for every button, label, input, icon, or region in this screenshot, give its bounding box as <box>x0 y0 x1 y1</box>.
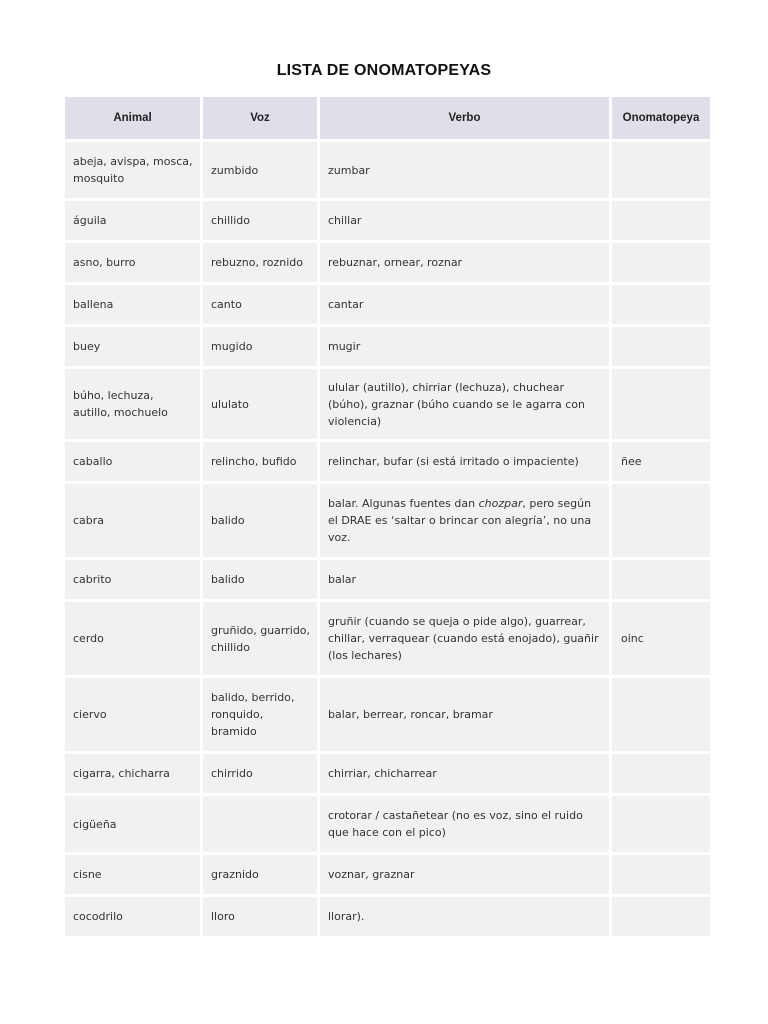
cell-onomatopeya: ñee <box>612 442 710 481</box>
cell-verbo: voznar, graznar <box>320 855 609 894</box>
cell-verbo: rebuznar, ornear, roznar <box>320 243 609 282</box>
cell-onomatopeya: oinc <box>612 602 710 675</box>
cell-animal: buey <box>65 327 200 366</box>
cell-animal: cabra <box>65 484 200 557</box>
cell-animal: cigarra, chicharra <box>65 754 200 793</box>
cell-onomatopeya <box>612 796 710 852</box>
cell-onomatopeya <box>612 285 710 324</box>
cell-animal: búho, lechuza, autillo, mochuelo <box>65 369 200 439</box>
cell-voz: mugido <box>203 327 317 366</box>
cell-animal: cocodrilo <box>65 897 200 936</box>
cell-animal: ballena <box>65 285 200 324</box>
cell-voz: graznido <box>203 855 317 894</box>
cell-verbo: zumbar <box>320 142 609 198</box>
header-animal: Animal <box>65 97 200 139</box>
cell-animal: caballo <box>65 442 200 481</box>
verbo-text: , pero según el DRAE es ‘saltar o brincar con alegría’, no una voz. <box>328 497 592 544</box>
cell-verbo: gruñir (cuando se queja o pide algo), guarrear, chillar, verraquear (cuando está enojado), guañir (los lechares) <box>320 602 609 675</box>
cell-animal: ciervo <box>65 678 200 751</box>
cell-animal: abeja, avispa, mosca, mosquito <box>65 142 200 198</box>
table-row <box>65 855 710 894</box>
table-row <box>65 560 710 599</box>
table-row <box>65 602 710 675</box>
cell-animal: águila <box>65 201 200 240</box>
cell-verbo: chirriar, chicharrear <box>320 754 609 793</box>
cell-voz: balido <box>203 560 317 599</box>
cell-voz <box>203 796 317 852</box>
cell-voz: lloro <box>203 897 317 936</box>
table-row <box>65 796 710 852</box>
header-onomatopeya: Onomatopeya <box>612 97 710 139</box>
cell-onomatopeya <box>612 754 710 793</box>
table-row <box>65 243 710 282</box>
cell-voz: canto <box>203 285 317 324</box>
cell-onomatopeya <box>612 484 710 557</box>
cell-voz: rebuzno, roznido <box>203 243 317 282</box>
table-row <box>65 142 710 198</box>
cell-onomatopeya <box>612 560 710 599</box>
cell-verbo: relinchar, bufar (si está irritado o impaciente) <box>320 442 609 481</box>
table-row <box>65 369 710 439</box>
table-row <box>65 327 710 366</box>
cell-onomatopeya <box>612 327 710 366</box>
table-row <box>65 678 710 751</box>
table-row <box>65 754 710 793</box>
onomatopeya-table <box>62 94 713 939</box>
cell-verbo: chillar <box>320 201 609 240</box>
table-header-row <box>65 97 710 139</box>
cell-voz: gruñido, guarrido, chillido <box>203 602 317 675</box>
document-title: LISTA DE ONOMATOPEYAS <box>276 62 492 79</box>
cell-verbo: mugir <box>320 327 609 366</box>
cell-onomatopeya <box>612 201 710 240</box>
header-verbo: Verbo <box>320 97 609 139</box>
cell-verbo: balar <box>320 560 609 599</box>
cell-voz: balido <box>203 484 317 557</box>
verbo-italic-text: chozpar <box>478 497 523 510</box>
cell-voz: ululato <box>203 369 317 439</box>
table-row <box>65 897 710 936</box>
cell-voz: chirrido <box>203 754 317 793</box>
cell-voz: balido, berrido, ronquido, bramido <box>203 678 317 751</box>
cell-verbo: ulular (autillo), chirriar (lechuza), chuchear (búho), graznar (búho cuando se le agarra con violencia) <box>320 369 609 439</box>
cell-verbo: balar, berrear, roncar, bramar <box>320 678 609 751</box>
table-row <box>65 201 710 240</box>
cell-onomatopeya <box>612 678 710 751</box>
cell-animal: asno, burro <box>65 243 200 282</box>
table-row <box>65 285 710 324</box>
verbo-text: balar. Algunas fuentes dan <box>328 497 479 510</box>
cell-onomatopeya <box>612 142 710 198</box>
header-voz: Voz <box>203 97 317 139</box>
cell-voz: chillido <box>203 201 317 240</box>
cell-onomatopeya <box>612 243 710 282</box>
table-row <box>65 484 710 557</box>
cell-onomatopeya <box>612 897 710 936</box>
cell-voz: relincho, bufido <box>203 442 317 481</box>
cell-verbo: cantar <box>320 285 609 324</box>
cell-animal: cigüeña <box>65 796 200 852</box>
cell-animal: cerdo <box>65 602 200 675</box>
cell-verbo: crotorar / castañetear (no es voz, sino el ruido que hace con el pico) <box>320 796 609 852</box>
cell-verbo <box>320 484 609 557</box>
cell-verbo: llorar). <box>320 897 609 936</box>
cell-voz: zumbido <box>203 142 317 198</box>
cell-onomatopeya <box>612 855 710 894</box>
cell-animal: cabrito <box>65 560 200 599</box>
cell-animal: cisne <box>65 855 200 894</box>
table-row <box>65 442 710 481</box>
cell-onomatopeya <box>612 369 710 439</box>
